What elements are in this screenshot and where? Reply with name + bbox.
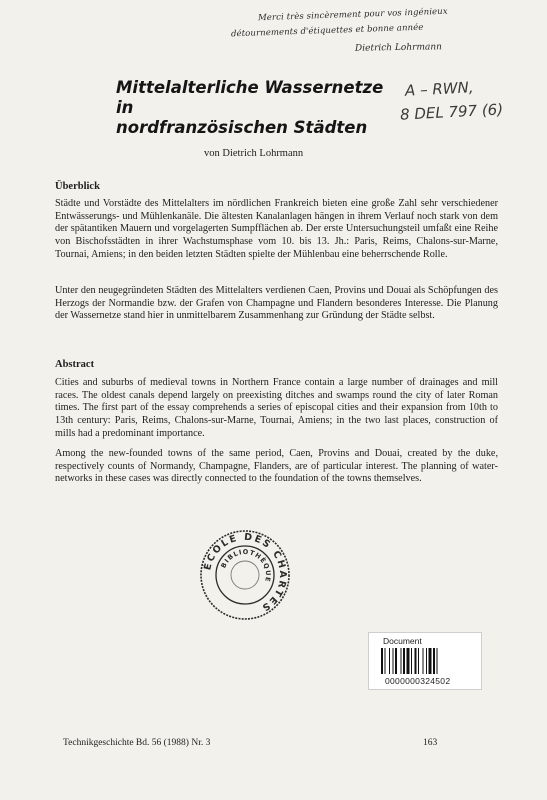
barcode-bar: [395, 648, 397, 674]
section-heading-abstract: Abstract: [55, 359, 95, 370]
ueberblick-paragraph-1: Städte und Vorstädte des Mittelalters im nördlichen Frankreich bieten eine große Zahl sehr verschiedener Entwässerungs- und Mühlenkanäle. Die ältesten Kanalanlagen hängen in ihrem Verlauf noch stark von dem der spätantiken Mauern und vorgelagerten Sumpfflächen ab. Der erste Untersuchungsteil umfaßt eine Reihe von Bischofsstädten in ihrer Wachstumsphase vom 10. bis 13. Jh.: Paris, Reims, Chalons-sur-Marne, Tournai, Amiens; in den beiden letzten Städten spielte der Mühlenbau eine beherrschende Rolle.: [55, 198, 498, 260]
svg-text:ÉCOLE DES CHARTES: [201, 532, 288, 614]
section-heading-ueberblick: Überblick: [55, 181, 100, 192]
handwritten-signature: Dietrich Lohrmann: [354, 42, 442, 54]
barcode-label: [368, 632, 482, 690]
barcode-bar: [401, 648, 402, 674]
barcode-number: 0000000324502: [385, 676, 451, 686]
barcode-bar: [407, 648, 410, 674]
abstract-paragraph-1: Cities and suburbs of medieval towns in Northern France contain a large number of drainages and mill races. The oldest canals depend largely on preexisting ditches and swamps round the city of later Roman times. The first part of the essay comprehends a series of episcopal cities and their expansion from 10th to 13th century: Paris, Reims, Chalons-sur-Marne, Tournai, Amiens; in the two last places, construction of mills had a predominant importance.: [55, 377, 498, 439]
barcode-bar: [433, 648, 435, 674]
barcode-bar: [411, 648, 412, 674]
page-number: 163: [423, 738, 438, 748]
stamp-inner-text: BIBLIOTHÈQUE: [219, 547, 273, 584]
article-title: [116, 78, 406, 138]
journal-citation: Technikgeschichte Bd. 56 (1988) Nr. 3: [63, 738, 211, 748]
library-stamp: [198, 528, 292, 622]
barcode-bar: [393, 648, 394, 674]
abstract-paragraph-2: Among the new-founded towns of the same period, Caen, Provins and Douai, created by the duke, respectively counts of Normandy, Champagne, Flanders, are of particular interest. The planning of water-networks in these cases was directly connected to the foundation of the towns themselves.: [55, 448, 498, 485]
barcode-bar: [381, 648, 383, 674]
barcode-bar: [437, 648, 438, 674]
call-number-line-1: A – RWN,: [404, 78, 474, 100]
barcode-bar: [385, 648, 386, 674]
barcode-bar: [426, 648, 427, 674]
barcode-bar: [403, 648, 405, 674]
stamp-outer-text: ÉCOLE DES CHARTES: [202, 531, 289, 614]
barcode-bar: [389, 648, 390, 674]
barcode-bar: [423, 648, 424, 674]
ueberblick-paragraph-2: Unter den neugegründeten Städten des Mittelalters verdienen Caen, Provins und Douai als Schöpfungen des Herzogs der Normandie bzw. der Grafen von Champagne und Flandern besonderes Interesse. Die Planung der Wassernetze stand hier in unmittelbarem Zusammenhang zur Gründung der Städte selbst.: [55, 285, 498, 322]
barcode-bar: [429, 648, 432, 674]
article-title-line-1: Mittelalterliche Wassernetze in: [116, 78, 384, 117]
article-author: von Dietrich Lohrmann: [204, 148, 304, 159]
handwritten-dedication-line-1: Merci très sincèrement pour vos ingénieux: [257, 6, 448, 24]
barcode-icon: [381, 648, 471, 674]
call-number-line-2: 8 DEL 797 (6): [399, 100, 504, 124]
barcode-bar: [418, 648, 419, 674]
barcode-bar: [415, 648, 417, 674]
article-title-line-2: nordfranzösischen Städten: [116, 118, 368, 137]
stamp-seal-icon: [198, 528, 292, 622]
barcode-caption: Document: [383, 636, 422, 646]
handwritten-dedication-line-2: détournements d'étiquettes et bonne année: [230, 22, 424, 40]
